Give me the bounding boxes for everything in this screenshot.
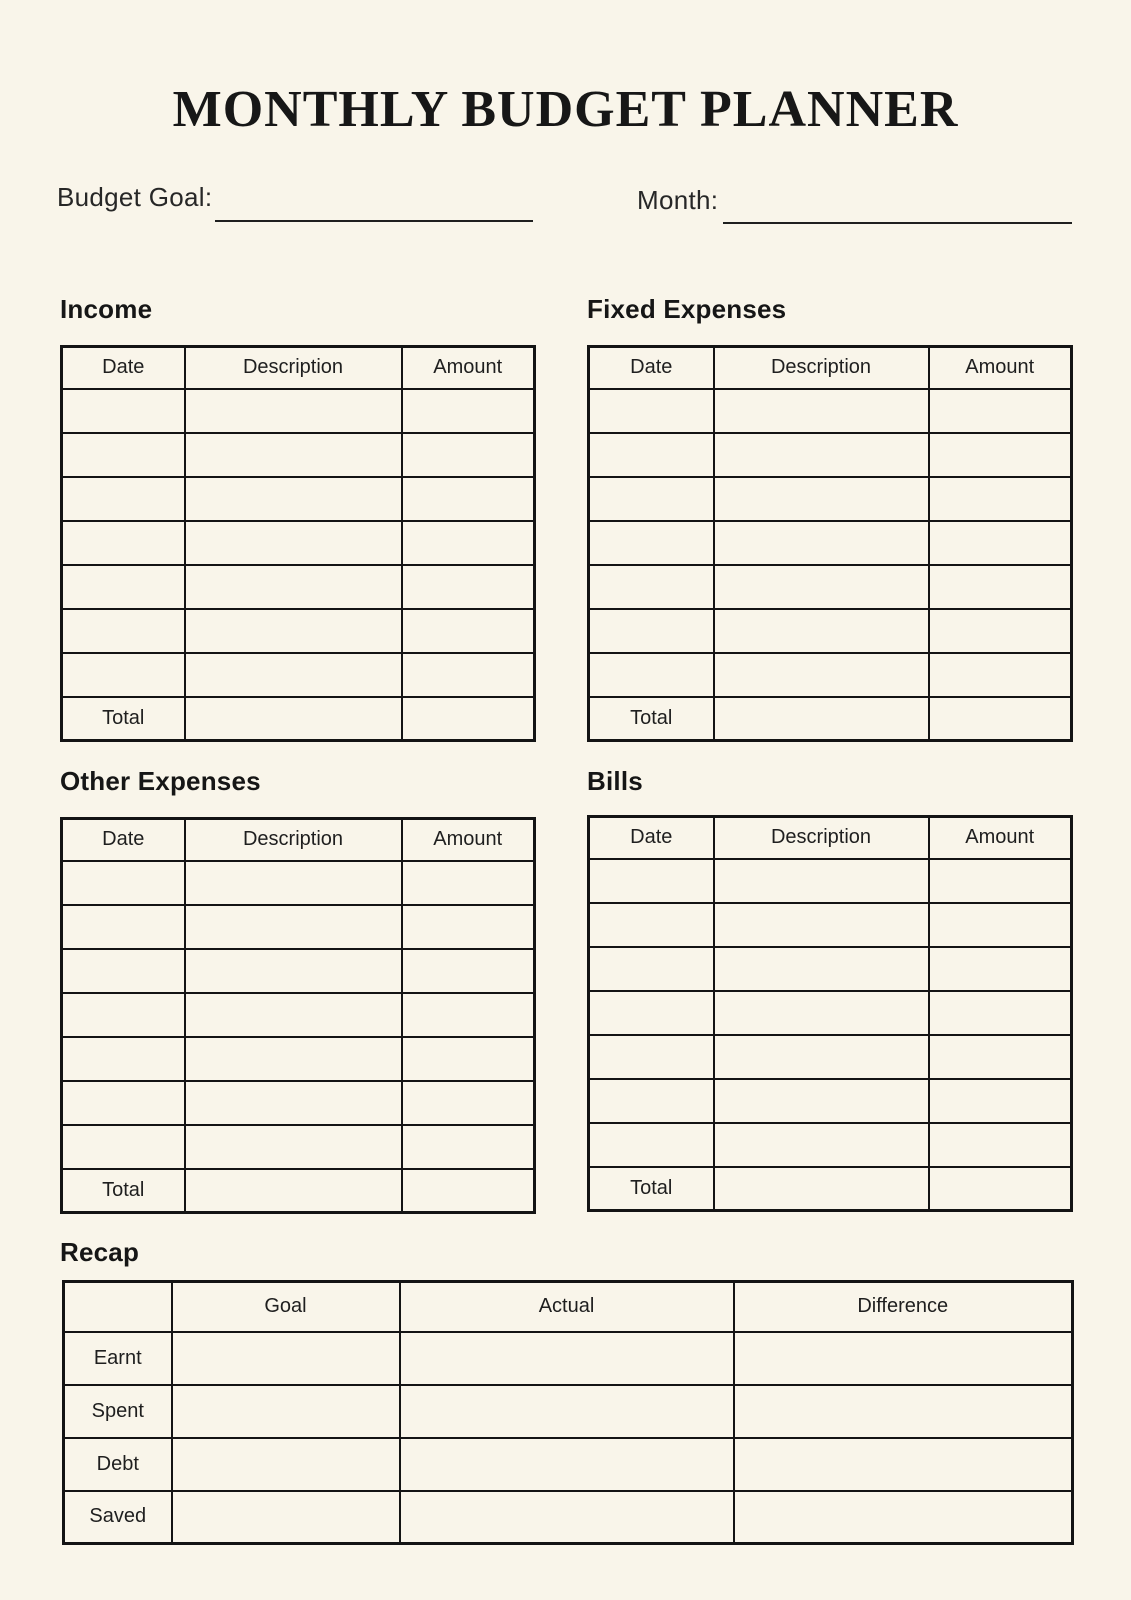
fixed-expenses-total-description-cell[interactable] bbox=[714, 697, 929, 741]
fixed-expenses-header-row bbox=[589, 347, 1072, 389]
budget-goal-label: Budget Goal: bbox=[57, 182, 213, 212]
blank-row bbox=[62, 1037, 535, 1081]
blank-cell[interactable] bbox=[589, 1079, 714, 1123]
recap-row-spent bbox=[64, 1385, 1073, 1438]
blank-cell[interactable] bbox=[714, 903, 929, 947]
bills-total-label: Total bbox=[589, 1167, 714, 1211]
recap-earnt-actual-cell[interactable] bbox=[400, 1332, 734, 1385]
blank-cell[interactable] bbox=[589, 521, 714, 565]
blank-cell[interactable] bbox=[589, 1035, 714, 1079]
recap-saved-goal-cell[interactable] bbox=[172, 1491, 400, 1544]
blank-row bbox=[62, 1125, 535, 1169]
blank-cell[interactable] bbox=[402, 861, 535, 905]
blank-cell[interactable] bbox=[402, 993, 535, 1037]
blank-cell[interactable] bbox=[402, 609, 535, 653]
blank-cell[interactable] bbox=[589, 991, 714, 1035]
month-input-line[interactable] bbox=[723, 194, 1072, 224]
blank-row bbox=[589, 947, 1072, 991]
blank-cell[interactable] bbox=[714, 653, 929, 697]
page-title: MONTHLY BUDGET PLANNER bbox=[172, 81, 959, 138]
blank-row bbox=[62, 1081, 535, 1125]
blank-cell[interactable] bbox=[589, 1123, 714, 1167]
bills-col-date: Date bbox=[589, 817, 714, 859]
blank-cell[interactable] bbox=[62, 521, 185, 565]
fixed-expenses-col-amount: Amount bbox=[929, 347, 1072, 389]
blank-cell[interactable] bbox=[185, 477, 402, 521]
blank-cell[interactable] bbox=[62, 565, 185, 609]
blank-cell[interactable] bbox=[402, 1125, 535, 1169]
blank-cell[interactable] bbox=[185, 609, 402, 653]
blank-cell[interactable] bbox=[185, 1125, 402, 1169]
blank-cell[interactable] bbox=[714, 991, 929, 1035]
blank-cell[interactable] bbox=[929, 947, 1072, 991]
recap-header-row bbox=[64, 1282, 1073, 1332]
recap-col-goal: Goal bbox=[172, 1282, 400, 1332]
bills-heading: Bills bbox=[587, 766, 643, 796]
recap-heading: Recap bbox=[60, 1237, 140, 1267]
blank-cell[interactable] bbox=[402, 653, 535, 697]
blank-cell[interactable] bbox=[929, 1123, 1072, 1167]
blank-cell[interactable] bbox=[929, 389, 1072, 433]
blank-cell[interactable] bbox=[714, 433, 929, 477]
budget-goal-input-line[interactable] bbox=[215, 192, 533, 222]
blank-cell[interactable] bbox=[185, 1081, 402, 1125]
recap-row-saved bbox=[64, 1491, 1073, 1544]
blank-row bbox=[62, 521, 535, 565]
recap-col-actual: Actual bbox=[400, 1282, 734, 1332]
recap-saved-difference-cell[interactable] bbox=[734, 1491, 1073, 1544]
blank-cell[interactable] bbox=[185, 993, 402, 1037]
blank-cell[interactable] bbox=[929, 521, 1072, 565]
blank-cell[interactable] bbox=[589, 565, 714, 609]
income-total-amount-cell[interactable] bbox=[402, 697, 535, 741]
fixed-expenses-col-description: Description bbox=[714, 347, 929, 389]
blank-cell[interactable] bbox=[929, 1079, 1072, 1123]
other-expenses-total-amount-cell[interactable] bbox=[402, 1169, 535, 1213]
recap-earnt-goal-cell[interactable] bbox=[172, 1332, 400, 1385]
blank-cell[interactable] bbox=[929, 859, 1072, 903]
income-col-amount: Amount bbox=[402, 347, 535, 389]
blank-cell[interactable] bbox=[589, 653, 714, 697]
fixed-expenses-total-amount-cell[interactable] bbox=[929, 697, 1072, 741]
fixed-expenses-table bbox=[587, 345, 1073, 742]
blank-cell[interactable] bbox=[714, 1079, 929, 1123]
blank-cell[interactable] bbox=[929, 1035, 1072, 1079]
blank-cell[interactable] bbox=[714, 1123, 929, 1167]
other-expenses-total-label: Total bbox=[62, 1169, 185, 1213]
blank-cell[interactable] bbox=[185, 949, 402, 993]
recap-saved-actual-cell[interactable] bbox=[400, 1491, 734, 1544]
blank-row bbox=[62, 433, 535, 477]
blank-cell[interactable] bbox=[402, 477, 535, 521]
blank-cell[interactable] bbox=[929, 653, 1072, 697]
recap-corner-cell bbox=[64, 1282, 172, 1332]
recap-debt-actual-cell[interactable] bbox=[400, 1438, 734, 1491]
recap-debt-goal-cell[interactable] bbox=[172, 1438, 400, 1491]
blank-cell[interactable] bbox=[714, 521, 929, 565]
blank-row bbox=[589, 389, 1072, 433]
blank-row bbox=[62, 389, 535, 433]
blank-row bbox=[589, 477, 1072, 521]
blank-cell[interactable] bbox=[185, 653, 402, 697]
recap-row-label: Debt bbox=[64, 1438, 172, 1491]
fixed-expenses-heading: Fixed Expenses bbox=[587, 294, 787, 324]
fixed-expenses-col-date: Date bbox=[589, 347, 714, 389]
blank-row bbox=[589, 565, 1072, 609]
blank-row bbox=[62, 653, 535, 697]
other-expenses-col-description: Description bbox=[185, 819, 402, 861]
blank-cell[interactable] bbox=[589, 859, 714, 903]
income-col-date: Date bbox=[62, 347, 185, 389]
blank-cell[interactable] bbox=[929, 433, 1072, 477]
recap-row-label: Spent bbox=[64, 1385, 172, 1438]
blank-row bbox=[62, 949, 535, 993]
blank-row bbox=[589, 521, 1072, 565]
blank-cell[interactable] bbox=[714, 389, 929, 433]
blank-row bbox=[589, 653, 1072, 697]
other-expenses-table bbox=[60, 817, 536, 1214]
blank-cell[interactable] bbox=[589, 477, 714, 521]
blank-row bbox=[589, 433, 1072, 477]
blank-cell[interactable] bbox=[589, 947, 714, 991]
blank-cell[interactable] bbox=[62, 477, 185, 521]
income-heading: Income bbox=[60, 294, 153, 324]
bills-table bbox=[587, 815, 1073, 1212]
recap-row-debt bbox=[64, 1438, 1073, 1491]
blank-row bbox=[589, 1123, 1072, 1167]
blank-row bbox=[62, 861, 535, 905]
income-table bbox=[60, 345, 536, 742]
other-expenses-col-date: Date bbox=[62, 819, 185, 861]
blank-cell[interactable] bbox=[402, 389, 535, 433]
blank-row bbox=[589, 609, 1072, 653]
blank-cell[interactable] bbox=[929, 609, 1072, 653]
blank-cell[interactable] bbox=[62, 433, 185, 477]
blank-cell[interactable] bbox=[714, 1035, 929, 1079]
recap-row-earnt bbox=[64, 1332, 1073, 1385]
blank-cell[interactable] bbox=[402, 1037, 535, 1081]
fixed-expenses-total-row bbox=[589, 697, 1072, 741]
recap-row-label: Earnt bbox=[64, 1332, 172, 1385]
blank-cell[interactable] bbox=[402, 565, 535, 609]
blank-cell[interactable] bbox=[62, 993, 185, 1037]
blank-cell[interactable] bbox=[714, 609, 929, 653]
blank-cell[interactable] bbox=[929, 991, 1072, 1035]
other-expenses-col-amount: Amount bbox=[402, 819, 535, 861]
recap-spent-goal-cell[interactable] bbox=[172, 1385, 400, 1438]
recap-table bbox=[62, 1280, 1074, 1545]
blank-row bbox=[589, 1035, 1072, 1079]
recap-spent-difference-cell[interactable] bbox=[734, 1385, 1073, 1438]
bills-col-description: Description bbox=[714, 817, 929, 859]
income-total-row bbox=[62, 697, 535, 741]
blank-cell[interactable] bbox=[929, 903, 1072, 947]
blank-cell[interactable] bbox=[714, 477, 929, 521]
recap-row-label: Saved bbox=[64, 1491, 172, 1544]
blank-cell[interactable] bbox=[185, 389, 402, 433]
blank-row bbox=[589, 859, 1072, 903]
other-expenses-header-row bbox=[62, 819, 535, 861]
blank-row bbox=[62, 609, 535, 653]
other-expenses-heading: Other Expenses bbox=[60, 766, 261, 796]
blank-cell[interactable] bbox=[62, 653, 185, 697]
blank-cell[interactable] bbox=[589, 389, 714, 433]
blank-cell[interactable] bbox=[185, 433, 402, 477]
month-label: Month: bbox=[637, 185, 719, 215]
blank-cell[interactable] bbox=[929, 565, 1072, 609]
blank-cell[interactable] bbox=[62, 1081, 185, 1125]
blank-cell[interactable] bbox=[62, 905, 185, 949]
blank-cell[interactable] bbox=[62, 861, 185, 905]
blank-cell[interactable] bbox=[185, 1037, 402, 1081]
bills-total-description-cell[interactable] bbox=[714, 1167, 929, 1211]
blank-cell[interactable] bbox=[62, 1125, 185, 1169]
blank-cell[interactable] bbox=[714, 859, 929, 903]
blank-cell[interactable] bbox=[185, 905, 402, 949]
recap-debt-difference-cell[interactable] bbox=[734, 1438, 1073, 1491]
blank-cell[interactable] bbox=[402, 521, 535, 565]
bills-col-amount: Amount bbox=[929, 817, 1072, 859]
blank-cell[interactable] bbox=[402, 433, 535, 477]
blank-cell[interactable] bbox=[589, 903, 714, 947]
bills-total-row bbox=[589, 1167, 1072, 1211]
income-header-row bbox=[62, 347, 535, 389]
other-expenses-total-row bbox=[62, 1169, 535, 1213]
other-expenses-total-description-cell[interactable] bbox=[185, 1169, 402, 1213]
blank-cell[interactable] bbox=[714, 565, 929, 609]
blank-row bbox=[589, 903, 1072, 947]
blank-cell[interactable] bbox=[929, 477, 1072, 521]
income-total-description-cell[interactable] bbox=[185, 697, 402, 741]
blank-cell[interactable] bbox=[185, 861, 402, 905]
blank-cell[interactable] bbox=[402, 1081, 535, 1125]
recap-earnt-difference-cell[interactable] bbox=[734, 1332, 1073, 1385]
blank-row bbox=[62, 477, 535, 521]
blank-row bbox=[62, 565, 535, 609]
recap-col-difference: Difference bbox=[734, 1282, 1073, 1332]
blank-cell[interactable] bbox=[62, 389, 185, 433]
blank-cell[interactable] bbox=[589, 609, 714, 653]
blank-cell[interactable] bbox=[62, 949, 185, 993]
recap-spent-actual-cell[interactable] bbox=[400, 1385, 734, 1438]
blank-cell[interactable] bbox=[402, 949, 535, 993]
bills-header-row bbox=[589, 817, 1072, 859]
blank-cell[interactable] bbox=[402, 905, 535, 949]
blank-row bbox=[589, 1079, 1072, 1123]
blank-cell[interactable] bbox=[62, 609, 185, 653]
blank-cell[interactable] bbox=[714, 947, 929, 991]
income-total-label: Total bbox=[62, 697, 185, 741]
blank-cell[interactable] bbox=[185, 521, 402, 565]
income-col-description: Description bbox=[185, 347, 402, 389]
fixed-expenses-total-label: Total bbox=[589, 697, 714, 741]
blank-cell[interactable] bbox=[62, 1037, 185, 1081]
blank-row bbox=[62, 993, 535, 1037]
blank-cell[interactable] bbox=[185, 565, 402, 609]
bills-total-amount-cell[interactable] bbox=[929, 1167, 1072, 1211]
blank-row bbox=[589, 991, 1072, 1035]
blank-row bbox=[62, 905, 535, 949]
blank-cell[interactable] bbox=[589, 433, 714, 477]
